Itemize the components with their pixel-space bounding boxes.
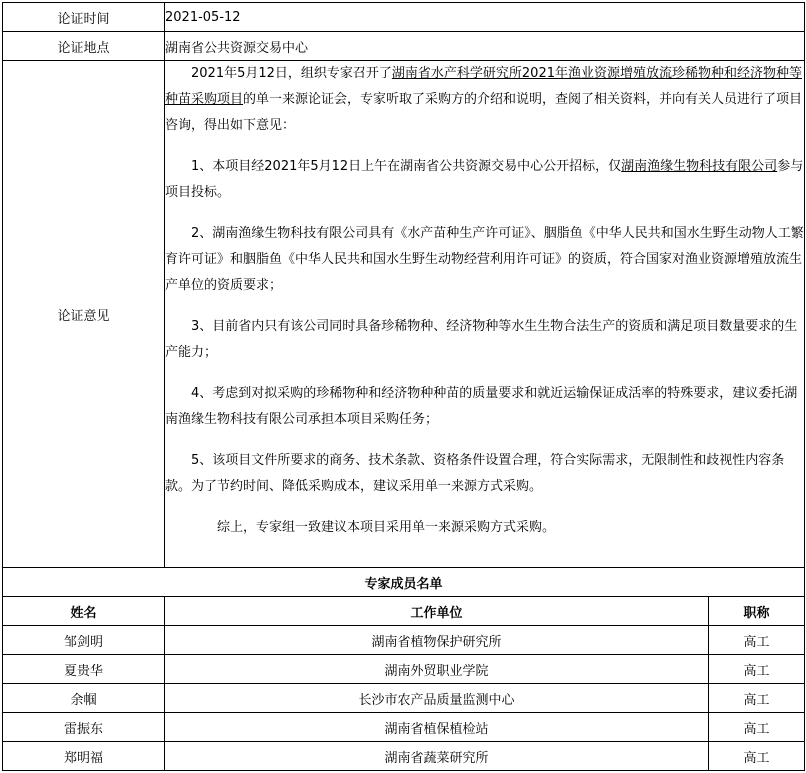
table-row (3, 713, 805, 742)
expert-name: 邹剑明 (3, 626, 165, 655)
opinion-paragraph-2: 2、湖南渔缘生物科技有限公司具有《水产苗种生产许可证》、胭脂鱼《中华人民共和国水生野生动物人工繁育许可证》和胭脂鱼《中华人民共和国水生野生动物经营利用许可证》的资质，符合国家对渔业资源增殖放流生产单位的资质要求； (165, 226, 804, 293)
header-name: 姓名 (3, 597, 165, 626)
expert-name: 余帼 (3, 684, 165, 713)
argument-document-table (2, 2, 805, 771)
experts-header-row (3, 597, 805, 626)
opinion-content (165, 61, 805, 568)
header-organization: 工作单位 (165, 597, 709, 626)
experts-section-title: 专家成员名单 (3, 568, 805, 597)
place-row (3, 32, 805, 61)
expert-name: 雷振东 (3, 713, 165, 742)
header-title: 职称 (709, 597, 805, 626)
opinion-row (3, 61, 805, 568)
expert-organization: 湖南省蔬菜研究所 (165, 742, 709, 771)
place-label: 论证地点 (3, 32, 165, 61)
expert-organization: 长沙市农产品质量监测中心 (165, 684, 709, 713)
time-value: 2021-05-12 (165, 3, 805, 32)
opinion-paragraph-intro: 2021年5月12日，组织专家召开了湖南省水产科学研究所2021年渔业资源增殖放流珍稀物种和经济物种等种苗采购项目的单一来源论证会，专家听取了采购方的介绍和说明，查阅了相关资料，并向有关人员进行了项目咨询，得出如下意见： (165, 66, 803, 133)
experts-title-row (3, 568, 805, 597)
table-row (3, 684, 805, 713)
opinion-conclusion: 综上，专家组一致建议本项目采用单一来源采购方式采购。 (217, 520, 556, 535)
opinion-paragraph-1: 1、本项目经2021年5月12日上午在湖南省公共资源交易中心公开招标，仅湖南渔缘生物科技有限公司参与项目投标。 (165, 159, 804, 200)
expert-name: 夏贵华 (3, 655, 165, 684)
company-name-link[interactable]: 湖南渔缘生物科技有限公司 (621, 159, 778, 174)
project-name-link[interactable]: 湖南省水产科学研究所2021年渔业资源增殖放流珍稀物种和经济物种等种苗采购项目 (165, 66, 802, 107)
table-row (3, 655, 805, 684)
expert-title: 高工 (709, 713, 805, 742)
time-row (3, 3, 805, 32)
expert-organization: 湖南省植保植检站 (165, 713, 709, 742)
expert-title: 高工 (709, 655, 805, 684)
table-row (3, 742, 805, 771)
table-row (3, 626, 805, 655)
expert-name: 郑明福 (3, 742, 165, 771)
expert-title: 高工 (709, 742, 805, 771)
place-value: 湖南省公共资源交易中心 (165, 32, 805, 61)
expert-title: 高工 (709, 626, 805, 655)
opinion-paragraph-3: 3、目前省内只有该公司同时具备珍稀物种、经济物种等水生生物合法生产的资质和满足项目数量要求的生产能力； (165, 319, 798, 360)
expert-title: 高工 (709, 684, 805, 713)
opinion-paragraph-5: 5、该项目文件所要求的商务、技术条款、资格条件设置合理，符合实际需求，无限制性和歧视性内容条款。为了节约时间、降低采购成本，建议采用单一来源方式采购。 (165, 453, 785, 494)
expert-organization: 湖南省植物保护研究所 (165, 626, 709, 655)
opinion-paragraph-4: 4、考虑到对拟采购的珍稀物种和经济物种种苗的质量要求和就近运输保证成活率的特殊要求，建议委托湖南渔缘生物科技有限公司承担本项目采购任务； (165, 386, 798, 427)
time-label: 论证时间 (3, 3, 165, 32)
opinion-label: 论证意见 (3, 61, 165, 568)
expert-organization: 湖南外贸职业学院 (165, 655, 709, 684)
